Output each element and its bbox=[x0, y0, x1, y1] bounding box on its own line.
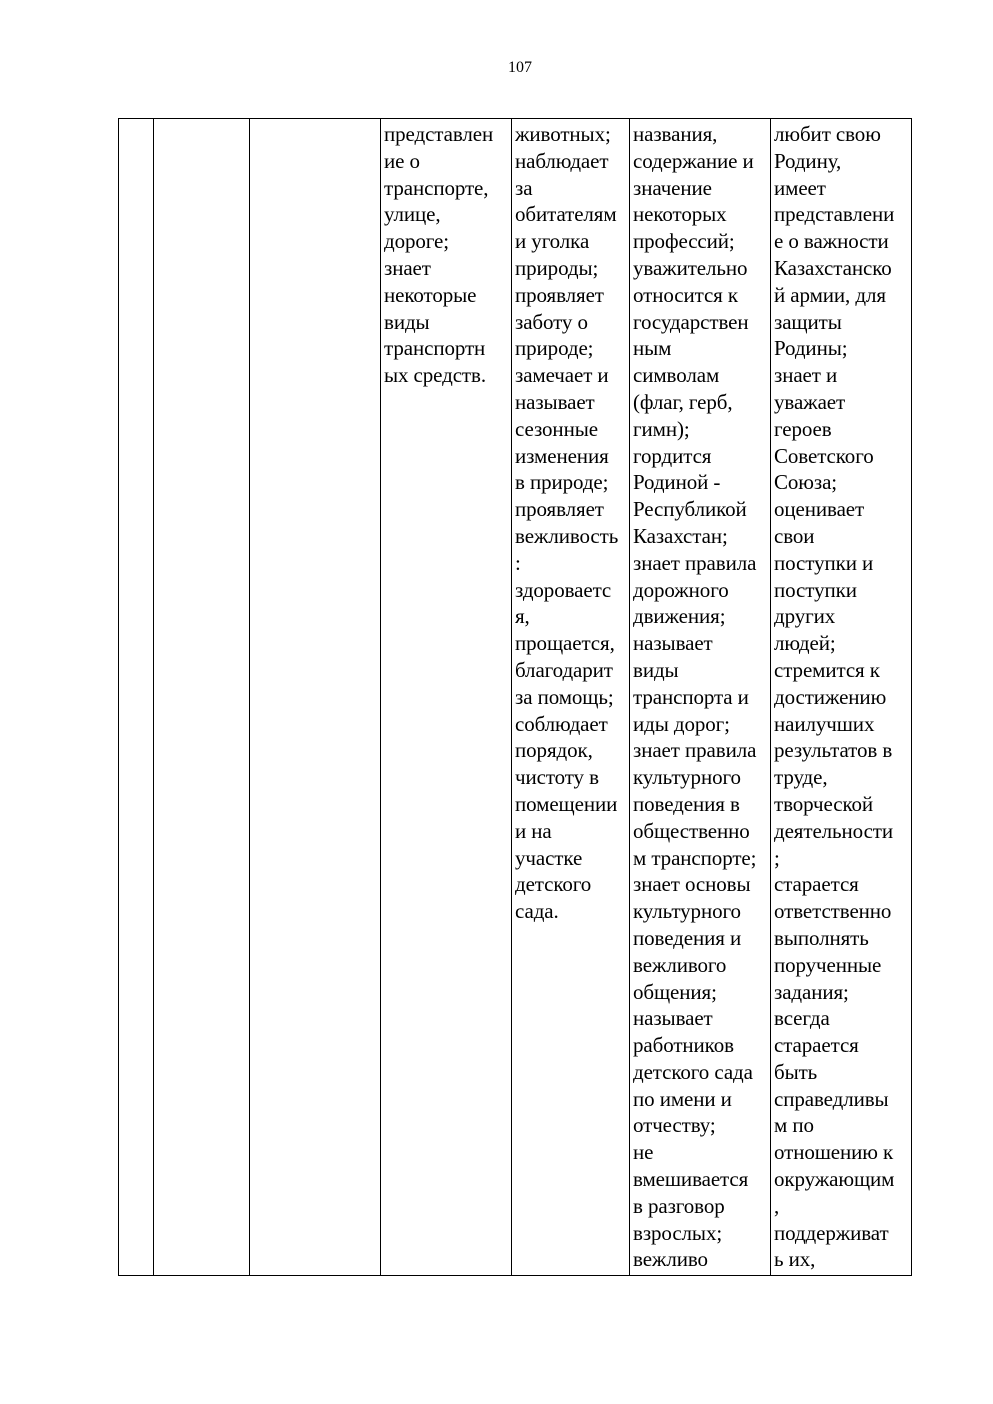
cell-line: не bbox=[633, 1140, 654, 1165]
cell-line: гордится bbox=[633, 443, 712, 468]
cell-line: ; bbox=[774, 845, 780, 870]
table-column-4 bbox=[380, 119, 511, 1275]
cell-line: взрослых; bbox=[633, 1220, 723, 1245]
cell-line: быть bbox=[774, 1059, 818, 1084]
cell-line: Родиной - bbox=[633, 470, 721, 495]
cell-line: транспортн bbox=[384, 336, 486, 361]
cell-line: вмешивается bbox=[633, 1167, 749, 1192]
cell-line: поддерживат bbox=[774, 1220, 889, 1245]
page-number: 107 bbox=[508, 59, 532, 76]
cell-line: поведения в bbox=[633, 791, 740, 816]
cell-line: виды bbox=[384, 309, 430, 334]
cell-line: свои bbox=[774, 523, 815, 548]
cell-line: всегда bbox=[774, 1006, 830, 1031]
cell-line: значение bbox=[633, 175, 712, 200]
cell-line: за bbox=[515, 175, 533, 200]
cell-line: в природе; bbox=[515, 470, 609, 495]
cell-line: Советского bbox=[774, 443, 874, 468]
cell-line: ых средств. bbox=[384, 363, 486, 388]
cell-line: , bbox=[774, 1193, 780, 1218]
cell-line: соблюдает bbox=[515, 711, 608, 736]
cell-line: Родину, bbox=[774, 148, 842, 173]
cell-line: м транспорте; bbox=[633, 845, 757, 870]
cell-line: представлени bbox=[774, 202, 895, 227]
cell-line: вежливость bbox=[515, 523, 619, 548]
cell-line: общественно bbox=[633, 818, 750, 843]
cell-line: ь их, bbox=[774, 1247, 816, 1272]
cell-line: Республикой bbox=[633, 497, 747, 522]
cell-line: относится к bbox=[633, 282, 738, 307]
cell-line: порученные bbox=[774, 952, 882, 977]
cell-line: помещении bbox=[515, 791, 618, 816]
cell-line: знает правила bbox=[633, 550, 757, 575]
cell-line: наблюдает bbox=[515, 148, 609, 173]
cell-line: старается bbox=[774, 872, 859, 897]
cell-line: вежливо bbox=[633, 1247, 708, 1272]
cell-line: содержание и bbox=[633, 148, 754, 173]
cell-line: оценивает bbox=[774, 497, 865, 522]
cell-line: природе; bbox=[515, 336, 594, 361]
cell-line: называет bbox=[515, 389, 595, 414]
cell-line: окружающим bbox=[774, 1167, 895, 1192]
cell-line: детского сада bbox=[633, 1059, 753, 1084]
cell-line: поступки и bbox=[774, 550, 874, 575]
cell-line: порядок, bbox=[515, 738, 593, 763]
cell-line: людей; bbox=[774, 631, 836, 656]
cell-line: некоторые bbox=[384, 282, 477, 307]
cell-line: й армии, для bbox=[774, 282, 886, 307]
cell-line: общения; bbox=[633, 979, 717, 1004]
table-column-7 bbox=[770, 119, 913, 1275]
cell-line: поступки bbox=[774, 577, 857, 602]
cell-line: некоторых bbox=[633, 202, 727, 227]
cell-line: называет bbox=[633, 631, 713, 656]
table-cell bbox=[154, 119, 249, 121]
cell-line: прощается, bbox=[515, 631, 615, 656]
cell-line: замечает и bbox=[515, 363, 609, 388]
cell-line: животных; bbox=[515, 122, 611, 146]
cell-line: чистоту в bbox=[515, 765, 599, 790]
cell-line: обитателям bbox=[515, 202, 617, 227]
cell-line: Родины; bbox=[774, 336, 848, 361]
table-column-6 bbox=[629, 119, 770, 1275]
cell-line: Союза; bbox=[774, 470, 838, 495]
cell-line: сада. bbox=[515, 899, 559, 924]
cell-line: культурного bbox=[633, 765, 741, 790]
cell-line: старается bbox=[774, 1033, 859, 1058]
cell-line: по имени и bbox=[633, 1086, 732, 1111]
cell-line: выполнять bbox=[774, 925, 869, 950]
cell-line: (флаг, герб, bbox=[633, 389, 733, 414]
table-column-3 bbox=[249, 119, 380, 1275]
cell-line: называет bbox=[633, 1006, 713, 1031]
cell-line: и на bbox=[515, 818, 552, 843]
cell-line: символам bbox=[633, 363, 720, 388]
cell-line: достижению bbox=[774, 684, 887, 709]
cell-line: профессий; bbox=[633, 229, 735, 254]
cell-line: виды bbox=[633, 657, 679, 682]
cell-line: труде, bbox=[774, 765, 828, 790]
cell-line: имеет bbox=[774, 175, 826, 200]
cell-line: других bbox=[774, 604, 836, 629]
cell-line: защиты bbox=[774, 309, 842, 334]
cell-line: ным bbox=[633, 336, 672, 361]
content-table bbox=[118, 118, 912, 1276]
cell-line: ответственно bbox=[774, 899, 892, 924]
cell-line: я, bbox=[515, 604, 530, 629]
cell-line: гимн); bbox=[633, 416, 690, 441]
cell-line: культурного bbox=[633, 899, 741, 924]
table-cell bbox=[119, 119, 153, 121]
table-column-1 bbox=[119, 119, 153, 1275]
cell-line: изменения bbox=[515, 443, 609, 468]
cell-line: представлен bbox=[384, 122, 494, 146]
table-column-5 bbox=[511, 119, 629, 1275]
table-column-2 bbox=[153, 119, 249, 1275]
cell-line: знает основы bbox=[633, 872, 751, 897]
cell-line: улице, bbox=[384, 202, 441, 227]
cell-line: иды дорог; bbox=[633, 711, 730, 736]
cell-line: отношению к bbox=[774, 1140, 894, 1165]
cell-line: за помощь; bbox=[515, 684, 614, 709]
table-cell bbox=[630, 119, 770, 1273]
cell-line: знает и bbox=[774, 363, 838, 388]
cell-line: знает bbox=[384, 255, 431, 280]
table-cell bbox=[381, 119, 511, 389]
cell-line: работников bbox=[633, 1033, 734, 1058]
cell-line: ие о bbox=[384, 148, 420, 173]
cell-line: участке bbox=[515, 845, 583, 870]
cell-line: : bbox=[515, 550, 521, 575]
cell-line: в разговор bbox=[633, 1193, 725, 1218]
cell-line: стремится к bbox=[774, 657, 880, 682]
cell-line: Казахстанско bbox=[774, 255, 892, 280]
cell-line: транспорте, bbox=[384, 175, 489, 200]
cell-line: проявляет bbox=[515, 497, 604, 522]
cell-line: дороге; bbox=[384, 229, 449, 254]
cell-line: движения; bbox=[633, 604, 726, 629]
cell-line: наилучших bbox=[774, 711, 875, 736]
cell-line: Казахстан; bbox=[633, 523, 728, 548]
cell-line: отчеству; bbox=[633, 1113, 716, 1138]
cell-line: деятельности bbox=[774, 818, 894, 843]
cell-line: уважает bbox=[774, 389, 846, 414]
cell-line: названия, bbox=[633, 122, 718, 146]
cell-line: задания; bbox=[774, 979, 849, 1004]
cell-line: знает правила bbox=[633, 738, 757, 763]
cell-line: проявляет bbox=[515, 282, 604, 307]
cell-line: вежливого bbox=[633, 952, 727, 977]
cell-line: детского bbox=[515, 872, 592, 897]
cell-line: транспорта и bbox=[633, 684, 749, 709]
table-cell bbox=[512, 119, 629, 925]
cell-line: здороваетс bbox=[515, 577, 612, 602]
cell-line: природы; bbox=[515, 255, 599, 280]
cell-line: заботу о bbox=[515, 309, 588, 334]
cell-line: поведения и bbox=[633, 925, 742, 950]
cell-line: благодарит bbox=[515, 657, 613, 682]
cell-line: дорожного bbox=[633, 577, 729, 602]
cell-line: героев bbox=[774, 416, 832, 441]
cell-line: е о важности bbox=[774, 229, 889, 254]
cell-line: и уголка bbox=[515, 229, 590, 254]
cell-line: справедливы bbox=[774, 1086, 889, 1111]
cell-line: уважительно bbox=[633, 255, 748, 280]
cell-line: м по bbox=[774, 1113, 814, 1138]
table-cell bbox=[250, 119, 380, 121]
cell-line: результатов в bbox=[774, 738, 893, 763]
table-cell bbox=[771, 119, 913, 1273]
cell-line: творческой bbox=[774, 791, 874, 816]
cell-line: любит свою bbox=[774, 122, 881, 146]
cell-line: сезонные bbox=[515, 416, 598, 441]
cell-line: государствен bbox=[633, 309, 749, 334]
